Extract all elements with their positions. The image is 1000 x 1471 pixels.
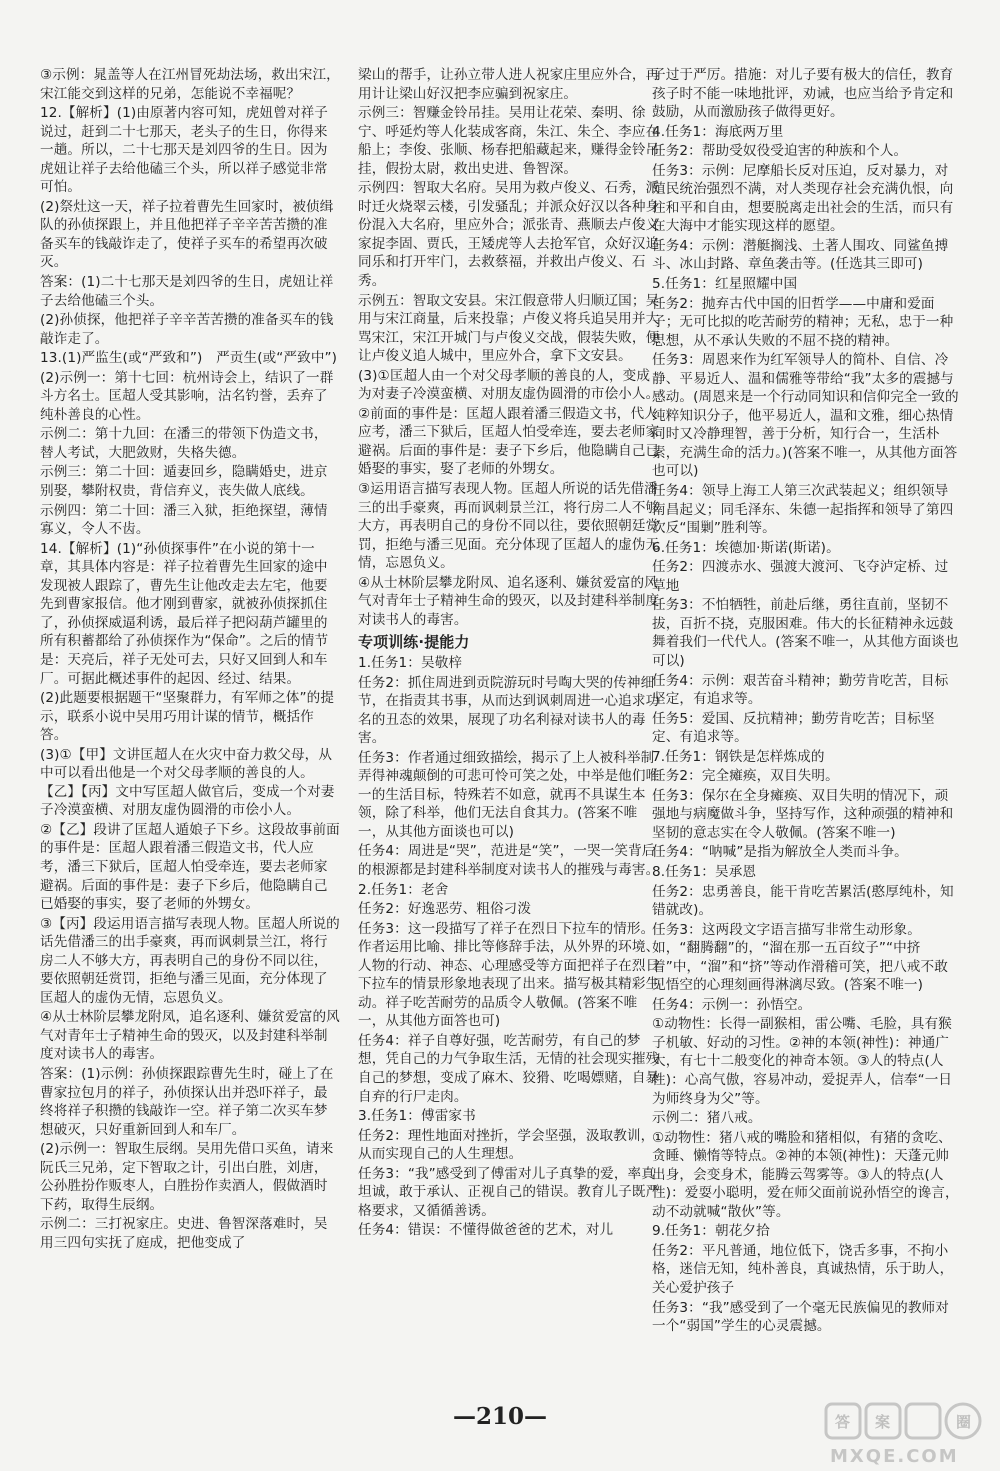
paragraph: (2)此题要根据题干“坚聚群力，有军师之体”的提示，联系小说中吴用巧用计谋的情节，概括作答。 [40, 690, 335, 744]
paragraph: 任务3：这两段文字语言描写非常生动形象。如，“翻腾翻”的，“溜在那一五百纹子”“中挤着”中，“溜”和“挤”等动作滑稽可笑，把八戒不敢见悟空的心理刻画得淋漓尽致。(答案不唯一) [652, 921, 948, 994]
paragraph: ④从士林阶层攀龙附凤，追名逐利、嫌贫爱富的风气对青年士子精神生命的毁灭，以及封建科举制度对读书人的毒害。 [40, 1009, 340, 1063]
paragraph: ①动物性：长得一副猴相，雷公嘴、毛脸，具有猴子机敏、好动的习性。②神的本领(神性)：神通广大，有七十二般变化的神奇本领。③人的特点(人性)：心高气傲，容易冲动，爱捉弄人，信奉“一日为师终身为父”等。 [652, 1016, 953, 1107]
paragraph: 3.任务1：傅雷家书 [358, 1108, 476, 1125]
column-left [40, 66, 340, 1253]
paragraph: 任务4：示例：潜艇搁浅、土著人围攻、同鲨鱼搏斗、冰山封路、章鱼袭击等。(任选其三即可) [652, 237, 949, 273]
paragraph: 子过于严厉。措施：对儿子要有极大的信任，教育孩子时不能一味地批评，劝诫，也应当给予肯定和鼓励，从而激励孩子做得更好。 [652, 67, 954, 121]
paragraph: 任务2：理性地面对挫折，学会坚强，汲取教训，从而实现自己的人生理想。 [358, 1127, 655, 1163]
paragraph: ③【丙】段运用语言描写表现人物。匡超人所说的话先借潘三的出手豪爽，再而讽刺景兰江，将行房二人不够大方，再表明自己的身份不同以往，要依照朝廷赏罚，拒绝与潘三见面，充分体现了匡超人的虚伪无情，忘恩负义。 [40, 915, 340, 1006]
paragraph: 1.任务1：吴敬梓 [358, 654, 463, 671]
paragraph: (2)孙侦探，他把祥子辛辛苦苦攒的准备买车的钱敲诈走了。 [40, 312, 334, 347]
paragraph: (2)示例一：智取生辰纲。吴用先借口买鱼，请来阮氏三兄弟，定下智取之计，引出白胜，刘唐，公孙胜扮作贩枣人，白胜扮作卖酒人，假做酒时下药，取得生辰纲。 [40, 1141, 334, 1213]
paragraph: 任务3：保尔在全身瘫痪、双目失明的情况下，顽强地与病魔做斗争，坚持写作，这种顽强的精神和坚韧的意志实在令人敬佩。(答案不唯一) [652, 787, 954, 841]
paragraph: (2)祭灶这一天，祥子拉着曹先生回家时，被侦缉队的孙侦探跟上，并且他把祥子辛辛苦苦攒的准备买车的钱敲诈走了，使祥子买车的希望再次破灭。 [40, 198, 334, 271]
paragraph: 5.任务1：红星照耀中国 [652, 276, 798, 293]
paragraph: 13.(1)严监生(或“严致和”) 严贡生(或“严致中”) [40, 350, 338, 367]
paragraph: 任务2：帮助受奴役受迫害的种族和个人。 [652, 143, 908, 160]
paragraph: 示例二：第十九回：在潘三的带领下伪造文书，替人考试，大肥敛财，失格失德。 [40, 426, 328, 461]
paragraph: 任务3：不怕牺牲，前赴后继，勇往直前，坚韧不拔，百折不挠，克服困难。伟大的长征精神永远鼓舞着我们一代代人。(答案不唯一，从其他方面谈也可以) [652, 597, 959, 669]
paragraph: 14.【解析】(1)“孙侦探事件”在小说的第十一章，其具体内容是：祥子拉着曹先生回家的途中发现被人跟踪了，曹先生让他改走去左宅，他要先到曹家报信。他才刚到曹家，就被孙侦探抓住了，孙侦探威逼利诱，最后祥子把闷葫芦罐里的所有积蓄都给了孙侦探作为“保命”。之后的情节是：天亮后，祥子无处可去，只好又回到人和车厂。可据此概述事件的起因、经过、结果。 [40, 540, 329, 687]
paragraph: 示例二：三打祝家庄。史进、鲁智深落难时，吴用三四句实抚了庭成，把他变成了 [40, 1216, 328, 1251]
paragraph: 任务4：领导上海工人第三次武装起义；组织领导南昌起义；同毛泽东、朱德一起指挥和领导了第四次反“围剿”胜利等。 [652, 483, 954, 537]
paragraph: 任务2：抓住周进到贡院游玩时号啕大哭的传神细节，在指责其书事，从而达到讽刺周进一心追求功名的丑态的效果，展现了功名利禄对读书人的毒害。 [358, 674, 660, 747]
paragraph: 示例五：智取文安县。宋江假意带人归顺辽国；吴用与宋江商量，后来投靠；卢俊义将兵追吴用并大骂宋江，宋江开城门与卢俊义交战，假装失败，便让卢俊义追人城中，里应外合，拿下文安县。 [358, 292, 660, 365]
paragraph: 任务2：完全瘫痪，双目失明。 [652, 768, 839, 785]
page-number: —210— [452, 1403, 547, 1430]
watermark-logo [820, 1400, 990, 1468]
paragraph: ②前面的事件是：匡超人跟着潘三假造文书，代人应考，潘三下狱后，匡超人怕受牵连，要去老师家避祸。后面的事件是：妻子下乡后，他隐瞒自己已婚娶的事实，娶了老师的外甥女。 [358, 405, 660, 478]
paragraph: 任务3：周恩来作为红军领导人的简朴、自信、冷静、平易近人、温和儒雅等带给“我”太多的震撼与感动。(周恩来是一个行动同知识和信仰完全一致的纯粹知识分子，他平易近人，温和文雅，细心热情同时又冷静理智，善于分析，知行合一，生活朴素，充满生命的活力。)(答案不唯一，从其他方面答也可以) [652, 352, 959, 480]
paragraph: 示例三：第二十回：遁妻回乡，隐瞒婚史，进京别娶，攀附权贵，背信弃义，丧失做人底线。 [40, 464, 328, 500]
paragraph: ①动物性：猪八戒的嘴脸和猪相似，有猪的贪吃、贪睡、懒惰等特点。②神的本领(神性)：天蓬元帅出身，会变身术，能腾云驾雾等。③人的特点(人性)：爱耍小聪明，爱在师父面前说孙悟空的谗言，动不动就喊“散伙”等。 [652, 1129, 959, 1220]
paragraph: 示例四：第二十回：潘三入狱，拒绝探望，薄情寡义，令人不齿。 [40, 502, 328, 538]
paragraph: 任务3：这一段描写了祥子在烈日下拉车的情形。作者运用比喻、排比等修辞手法，从外界的环境、人物的行动、神态、心理感受等方面把祥子在烈日下拉车的情景形象地表现了出来。描写极其精彩生动。祥子吃苦耐劳的品质令人敬佩。(答案不唯一，从其他方面答也可) [358, 920, 660, 1030]
paragraph: 任务4：周进是“哭”，范进是“笑”，一哭一笑背后的根源都是封建科举制度对读书人的摧残与毒害。 [358, 843, 660, 878]
paragraph: 2.任务1：老舍 [358, 881, 449, 898]
paragraph: 任务4：示例一：孙悟空。 [652, 996, 812, 1013]
paragraph: 任务2：好逸恶劳、粗俗刁泼 [358, 901, 532, 918]
paragraph: 任务2：忠勇善良，能干肯吃苦累活(憨厚纯朴，知错就改)。 [652, 883, 954, 919]
paragraph: 任务4：错误：不懂得做爸爸的艺术，对儿 [358, 1222, 614, 1239]
paragraph: 任务2：抛弃古代中国的旧哲学——中庸和爱面子；无可比拟的吃苦耐劳的精神；无私，忠于一种思想，从不承认失败的不屈不挠的精神。 [652, 295, 954, 349]
paragraph: (3)①匡超人由一个对父母孝顺的善良的人，变成为对妻子冷漠蛮横、对朋友虚伪圆滑的市侩小人。 [358, 367, 660, 403]
paragraph: 4.任务1：海底两万里 [652, 123, 784, 140]
column-middle [358, 66, 660, 1241]
paragraph: ②【乙】段讲了匡超人遁娘子下乡。这段故事前面的事件是：匡超人跟着潘三假造文书，代人应考，潘三下狱后，匡超人怕受牵连，要去老师家避祸。后面的事件是：妻子下乡后，他隐瞒自己已婚娶的事实，娶了老师的外甥女。 [40, 821, 340, 913]
paragraph: 梁山的帮手，让孙立带人进人祝家庄里应外合，再用计让梁山好汉把李应骗到祝家庄。 [358, 67, 660, 102]
paragraph: 任务5：爱国、反抗精神；勤劳肯吃苦；目标坚定、有追求等。 [652, 710, 935, 746]
paragraph: (3)①【甲】文讲匡超人在火灾中奋力救父母，从中可以看出他是一个对父母孝顺的善良的人。【乙】【丙】文中写匡超人做官后，变成一个对妻子冷漠蛮横、对朋友虚伪圆滑的市侩小人。 [40, 746, 335, 819]
paragraph: 任务3：“我”感受到了一个毫无民族偏见的教师对一个“弱国”学生的心灵震撼。 [652, 1299, 949, 1335]
paragraph: ④从士林阶层攀龙附凤、追名逐利、嫌贫爱富的风气对青年士子精神生命的毁灭，以及封建科举制度对读书人的毒害。 [358, 574, 660, 628]
paragraph: 任务3：“我”感受到了傅雷对儿子真挚的爱，率真坦诚，敢于承认、正视自己的错误。教育儿子既严格要求，又循循善诱。 [358, 1165, 660, 1219]
paragraph: 12.【解析】(1)由原著内容可知，虎妞曾对祥子说过，赶到二十七那天，老头子的生日，你得来一趟。所以，二十七那天是刘四爷的生日。因为虎妞让祥子去给他磕三个头，所以祥子感觉非常可怕。 [40, 105, 328, 196]
svg-text:答: 答 [835, 1413, 851, 1431]
paragraph: 示例二：猪八戒。 [652, 1110, 762, 1127]
paragraph: 任务2：四渡赤水、强渡大渡河、飞夺泸定桥、过草地 [652, 559, 949, 594]
paragraph: 示例三：智赚金铃吊挂。吴用让花荣、秦明、徐宁、呼延灼等人化装成客商，朱江、朱仝、李应在船上；李俊、张顺、杨春把船藏起来，赚得金铃吊挂，假扮太尉，救出史进、鲁智深。 [358, 105, 660, 177]
svg-text:MXQE.COM: MXQE.COM [830, 1446, 959, 1467]
paragraph: 示例四：智取大名府。吴用为救卢俊义、石秀，派时迁火烧翠云楼，引发骚乱；并派众好汉以各种身份混入大名府，里应外合；派张青、燕顺去卢俊义家捉李固、贾氏，王矮虎等人去抢军官，众好汉追同乐和打开牢门，去救蔡福，并救出卢俊义、石秀。 [358, 180, 660, 290]
paragraph: 任务4：祥子自尊好强，吃苦耐劳，有自己的梦想，凭自己的力气争取生活，无情的社会现实摧残自己的梦想，变成了麻木、狡猾、吃喝嫖赌，自暴自弃的行尸走肉。 [358, 1032, 660, 1105]
paragraph: 任务3：示例：尼摩船长反对压迫，反对暴力，对殖民统治强烈不满，对人类现存社会充满仇恨，向往和平和自由，想要脱离走出社会的生活，而只有在大海中才能实现这样的愿望。 [652, 162, 954, 235]
paragraph: 任务3：作者通过细致描绘，揭示了上人被科举制弄得神魂颠倒的可悲可怜可笑之处，中举是他们唯一的生活目标，特殊若不如意，就再不具谋生本领，除了科举，他们无法自食其力。(答案不唯一，从其他方面谈也可以) [358, 749, 660, 840]
paragraph: 8.任务1：吴承恩 [652, 863, 757, 880]
section-heading: 专项训练·提能力 [358, 633, 470, 652]
paragraph: (2)示例一：第十七回：杭州诗会上，结识了一群斗方名士。匡超人受其影响，沽名钓誉，丢弃了纯朴善良的心性。 [40, 369, 334, 423]
paragraph: 任务4：示例：艰苦奋斗精神；勤劳肯吃苦，目标坚定，有追求等。 [652, 672, 949, 708]
paragraph: 答案：(1)二十七那天是刘四爷的生日，虎妞让祥子去给他磕三个头。 [40, 274, 334, 309]
column-right [652, 66, 960, 1337]
paragraph: 6.任务1：埃德加·斯诺(斯诺)。 [652, 539, 840, 556]
paragraph: 任务2：平凡普通，地位低下，饶舌多事，不拘小格，迷信无知，纯朴善良，真诚热情，乐于助人，关心爱护孩子 [652, 1242, 954, 1296]
paragraph: 任务4：“呐喊”是指为解放全人类而斗争。 [652, 844, 908, 861]
paragraph: ③运用语言描写表现人物。匡超人所说的话先借潘三的出手豪爽，再而讽刺景兰江，将行房二人不够大方，再表明自己的身份不同以往，要依照朝廷赏罚，拒绝与潘三见面。充分体现了匡超人的虚伪无情，忘恩负义。 [358, 481, 660, 572]
paragraph: 9.任务1：朝花夕拾 [652, 1223, 770, 1240]
svg-text:案: 案 [875, 1413, 891, 1431]
paragraph: 答案：(1)示例：孙侦探跟踪曹先生时，碰上了在曹家拉包月的祥子，孙侦探认出并恐吓祥子，最终将祥子积攒的钱敲诈一空。祥子第二次买车梦想破灭，只好重新回到人和车厂。 [40, 1065, 334, 1138]
svg-text:圈: 圈 [956, 1413, 972, 1431]
paragraph: ③示例：晁盖等人在江州冒死劫法场，救出宋江，宋江能交到这样的兄弟，怎能说不幸福呢？ [40, 67, 340, 102]
paragraph: 7.任务1：钢铁是怎样炼成的 [652, 748, 825, 765]
